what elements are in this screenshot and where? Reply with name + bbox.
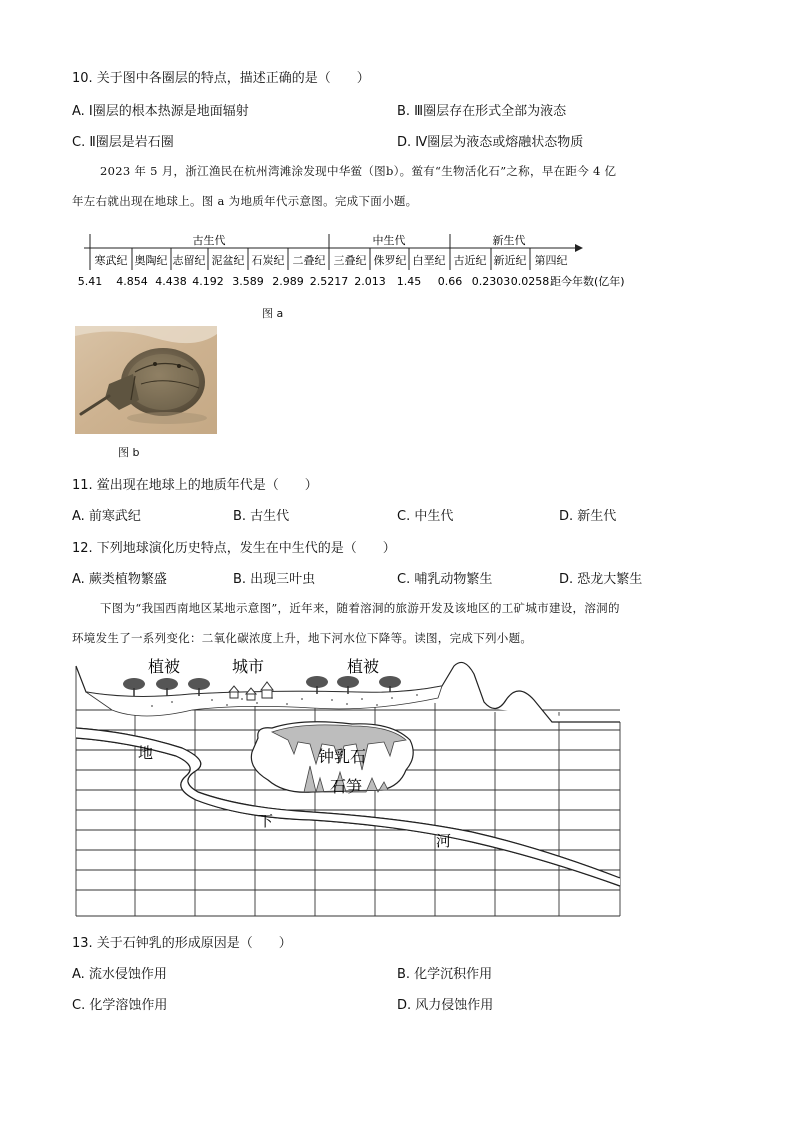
period-label: 侏罗纪 [373, 254, 407, 267]
passage1-line2: 年左右就出现在地球上。图 a 为地质年代示意图。完成下面小题。 [72, 194, 418, 208]
q13-option-d: D. 风力侵蚀作用 [397, 998, 494, 1013]
period-label: 三叠纪 [333, 254, 367, 267]
period-label: 奥陶纪 [134, 254, 168, 267]
q12-stem: 12. 下列地球演化历史特点，发生在中生代的是（ ） [72, 541, 396, 556]
age-unit-label: 距今年数(亿年) [550, 275, 625, 288]
q10-option-b: B. Ⅲ圈层存在形式全部为液态 [397, 104, 567, 119]
era-label: 中生代 [372, 234, 406, 247]
river-label-1: 地 [138, 744, 154, 762]
geologic-timeline [70, 228, 630, 296]
period-label: 志留纪 [172, 254, 206, 267]
q13-stem: 13. 关于石钟乳的形成原因是（ ） [72, 936, 292, 951]
passage2-line1: 下图为“我国西南地区某地示意图”，近年来，随着溶洞的旅游开发及该地区的工矿城市建设，溶洞的 [100, 601, 620, 615]
q10-option-d: D. Ⅳ圈层为液态或熔融状态物质 [397, 135, 584, 150]
q12-option-a: A. 蕨类植物繁盛 [72, 572, 167, 587]
passage2-line2: 环境发生了一系列变化：二氧化碳浓度上升，地下河水位下降等。读图，完成下列小题。 [72, 631, 533, 645]
q11-option-d: D. 新生代 [559, 509, 617, 524]
house-icon [261, 682, 273, 698]
q13-option-b: B. 化学沉积作用 [397, 967, 493, 982]
passage1-line1: 2023 年 5 月，浙江渔民在杭州湾滩涂发现中华鲎（图b）。鲎有“生物活化石”之称，早在距今 4 亿 [100, 164, 617, 178]
period-label: 古近纪 [453, 254, 487, 267]
figure-b-caption: 图 b [118, 446, 140, 459]
q12-option-c: C. 哺乳动物繁生 [397, 572, 493, 587]
vegetation-label-right: 植被 [347, 657, 380, 676]
stalagmite-label: 石笋 [330, 777, 363, 796]
tree-icon [379, 676, 401, 692]
age-label: 2.5217 [309, 275, 349, 288]
age-label: 4.192 [192, 275, 224, 288]
age-label: 0.2303 [471, 275, 511, 288]
q11-stem: 11. 鲎出现在地球上的地质年代是（ ） [72, 478, 318, 493]
figure-a-caption: 图 a [262, 307, 284, 320]
q13-option-a: A. 流水侵蚀作用 [72, 967, 167, 982]
era-label: 古生代 [192, 234, 226, 247]
period-label: 第四纪 [534, 254, 568, 267]
timeline-arrowhead [575, 244, 583, 252]
river-label-3: 河 [436, 832, 452, 850]
horseshoe-crab-photo [75, 326, 217, 434]
period-label: 泥盆纪 [211, 254, 245, 267]
age-label: 3.589 [232, 275, 264, 288]
q10-option-a: A. Ⅰ圈层的根本热源是地面辐射 [72, 104, 249, 119]
period-label: 白垩纪 [412, 254, 446, 267]
period-label: 寒武纪 [94, 254, 128, 267]
vegetation-label-left: 植被 [148, 657, 181, 676]
age-label: 5.41 [77, 275, 103, 288]
period-label: 新近纪 [493, 254, 527, 267]
age-label: 1.45 [396, 275, 422, 288]
age-label: 2.989 [272, 275, 304, 288]
age-label: 0.0258 [510, 275, 550, 288]
city-label: 城市 [232, 657, 265, 676]
q11-option-b: B. 古生代 [233, 509, 290, 524]
period-label: 二叠纪 [292, 254, 326, 267]
period-label: 石炭纪 [251, 254, 285, 267]
q10-stem: 10. 关于图中各圈层的特点，描述正确的是（ ） [72, 71, 370, 86]
stalactite-label: 钟乳石 [318, 747, 367, 766]
age-label: 4.854 [116, 275, 148, 288]
karst-cave-diagram [72, 652, 624, 920]
era-label: 新生代 [492, 234, 526, 247]
q11-option-c: C. 中生代 [397, 509, 454, 524]
q10-option-c: C. Ⅱ圈层是岩石圈 [72, 135, 174, 150]
river-label-2: 下 [258, 812, 274, 830]
q12-option-d: D. 恐龙大繁生 [559, 572, 643, 587]
q13-option-c: C. 化学溶蚀作用 [72, 998, 168, 1013]
age-label: 4.438 [155, 275, 187, 288]
q11-option-a: A. 前寒武纪 [72, 509, 141, 524]
q12-option-b: B. 出现三叶虫 [233, 572, 316, 587]
age-label: 2.013 [354, 275, 386, 288]
age-label: 0.66 [437, 275, 463, 288]
